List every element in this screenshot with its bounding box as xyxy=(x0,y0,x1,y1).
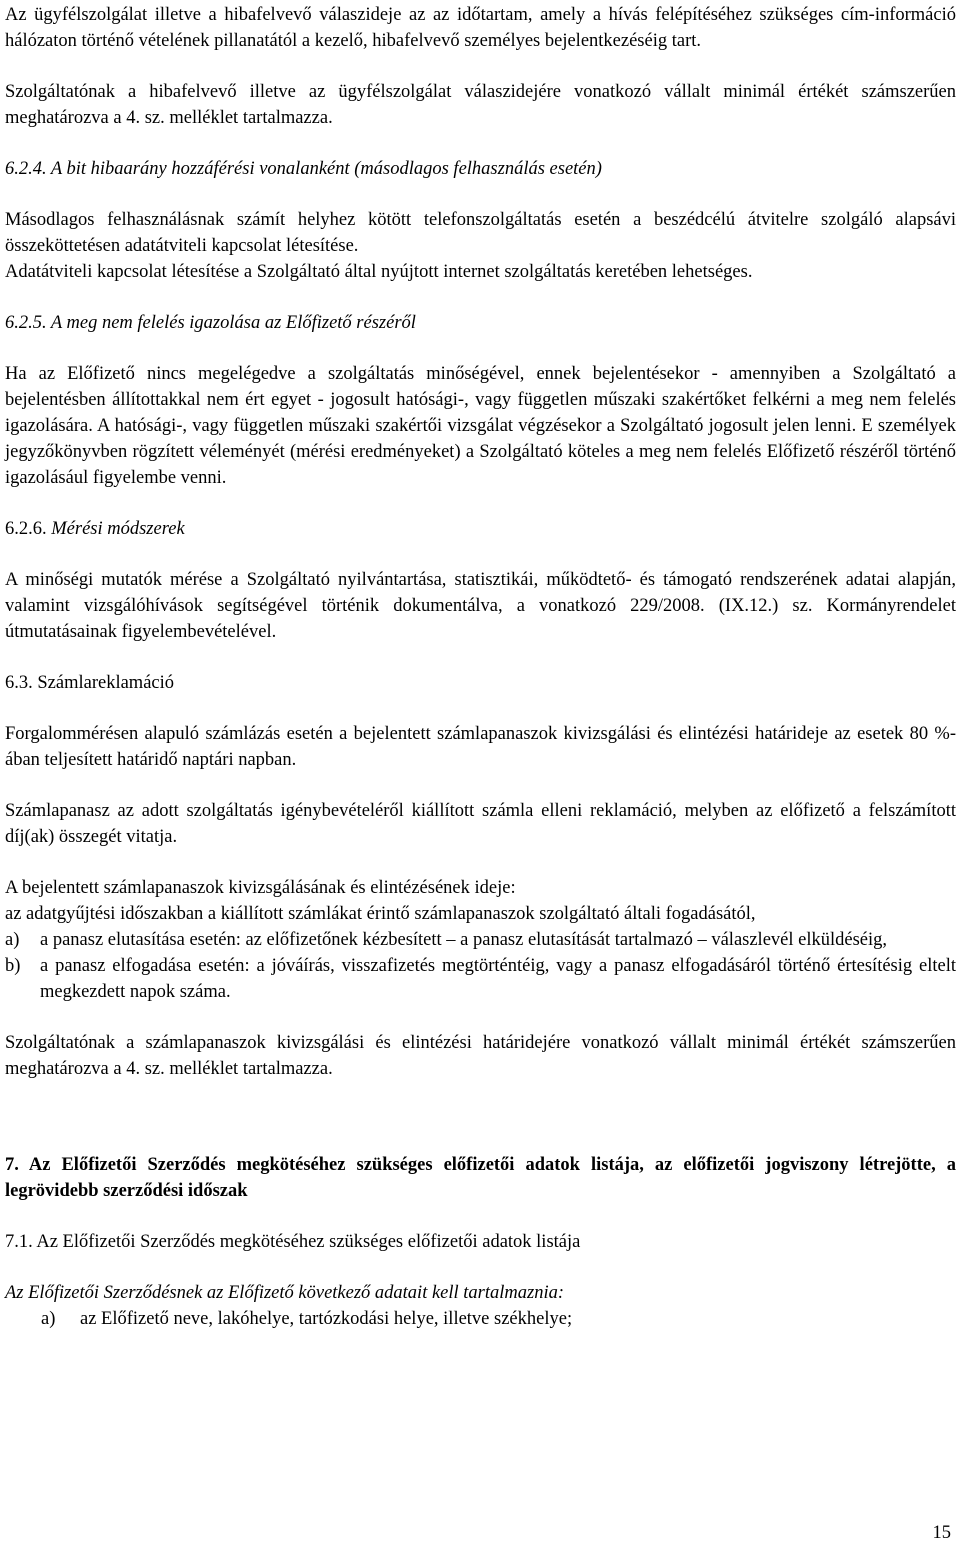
list-item xyxy=(5,927,956,953)
heading-6-2-6-number: 6.2.6. xyxy=(5,519,47,539)
heading-6-3: 6.3. Számlareklamáció xyxy=(5,673,175,693)
paragraph-measurement-methods: A minőségi mutatók mérése a Szolgáltató nyilvántartása, statisztikái, működtető- és támogató rendszerének adatai alapján, valamint vizsgálóhívások segítségével történik dokumentálva, a vonatkozó 229/2008. (IX.12.) sz. Kormányrendelet útmutatásainak figyelembevételével. xyxy=(5,570,956,642)
list-marker: a) xyxy=(41,1309,56,1329)
heading-6-2-5: 6.2.5. A meg nem felelés igazolása az Előfizető részéről xyxy=(5,313,416,333)
heading-6-2-6 xyxy=(5,516,956,542)
complaint-list xyxy=(5,927,956,1005)
list-marker: a) xyxy=(5,930,20,950)
paragraph-secondary-use: Másodlagos felhasználásnak számít helyhez kötött telefonszolgáltatás esetén a beszédcélú átvitelre szolgáló alapsávi összeköttetésen adatátviteli kapcsolat létesítése. xyxy=(5,210,956,256)
page-number: 15 xyxy=(932,1523,951,1543)
paragraph-complaint-period: az adatgyűjtési időszakban a kiállított számlákat érintő számlapanaszok szolgáltató általi fogadásától, xyxy=(5,904,756,924)
paragraph-billing-deadline: Forgalommérésen alapuló számlázás esetén a bejelentett számlapanaszok kivizsgálási és elintézési határideje az esetek 80 %-ában teljesített határidő naptári napban. xyxy=(5,724,956,770)
paragraph-complaint-time: A bejelentett számlapanaszok kivizsgálásának és elintézésének ideje: xyxy=(5,878,516,898)
paragraph-response-time-definition: Az ügyfélszolgálat illetve a hibafelvevő válaszideje az az időtartam, amely a hívás felépítéséhez szükséges cím-információ hálózaton történő vételének pillanatától a kezelő, hibafelvevő személyes bejelentkezéséig tart. xyxy=(5,5,956,51)
list-item xyxy=(5,953,956,1005)
list-marker: b) xyxy=(5,956,21,976)
list-item xyxy=(5,1306,956,1332)
heading-7-1: 7.1. Az Előfizetői Szerződés megkötéséhez szükséges előfizetői adatok listája xyxy=(5,1232,581,1252)
paragraph-data-transfer: Adatátviteli kapcsolat létesítése a Szolgáltató által nyújtott internet szolgáltatás keretében lehetséges. xyxy=(5,262,753,282)
paragraph-contract-data: Az Előfizetői Szerződésnek az Előfizető következő adatait kell tartalmaznia: xyxy=(5,1283,565,1303)
list-item-text: a panasz elfogadása esetén: a jóváírás, visszafizetés megtörténtéig, vagy a panasz elfogadásáról történő értesítésig eltelt megkezdett napok száma. xyxy=(40,956,956,1002)
heading-6-2-4: 6.2.4. A bit hibaarány hozzáférési vonalanként (másodlagos felhasználás esetén) xyxy=(5,159,602,179)
paragraph-response-time-annex: Szolgáltatónak a hibafelvevő illetve az ügyfélszolgálat válaszidejére vonatkozó vállalt minimál értékét számszerűen meghatározva a 4. sz. melléklet tartalmazza. xyxy=(5,82,956,128)
paragraph-complaint-annex: Szolgáltatónak a számlapanaszok kivizsgálási és elintézési határidejére vonatkozó vállalt minimál értékét számszerűen meghatározva a 4. sz. melléklet tartalmazza. xyxy=(5,1033,956,1079)
paragraph-nonconformity: Ha az Előfizető nincs megelégedve a szolgáltatás minőségével, ennek bejelentésekor - amennyiben a Szolgáltató a bejelentésben állítottakkal nem ért egyet - jogosult hatósági-, vagy független műszaki szakértőket felkérni a meg nem felelés igazolására. A hatósági-, vagy független műszaki szakértői vizsgálat végzésekor a Szolgáltató jogosult jelen lenni. E személyek jegyzőkönyvben rögzített véleményét (mérési eredményeket) a Szolgáltató köteles a meg nem felelés Előfizető részéről történő igazolásául figyelembe venni. xyxy=(5,364,956,488)
document-page xyxy=(5,0,956,1332)
list-item-text: az Előfizető neve, lakóhelye, tartózkodási helye, illetve székhelye; xyxy=(80,1309,573,1329)
heading-6-2-6-title: Mérési módszerek xyxy=(51,519,185,539)
list-item-text: a panasz elutasítása esetén: az előfizetőnek kézbesített – a panasz elutasítását tartalmazó – válaszlevél elküldéséig, xyxy=(40,930,888,950)
contract-data-list xyxy=(5,1306,956,1332)
paragraph-billing-complaint: Számlapanasz az adott szolgáltatás igénybevételéről kiállított számla elleni reklamáció, melyben az előfizető a felszámított díj(ak) összegét vitatja. xyxy=(5,801,956,847)
heading-chapter-7: 7. Az Előfizetői Szerződés megkötéséhez szükséges előfizetői adatok listája, az előfizetői jogviszony létrejötte, a legrövidebb szerződési időszak xyxy=(5,1155,956,1201)
